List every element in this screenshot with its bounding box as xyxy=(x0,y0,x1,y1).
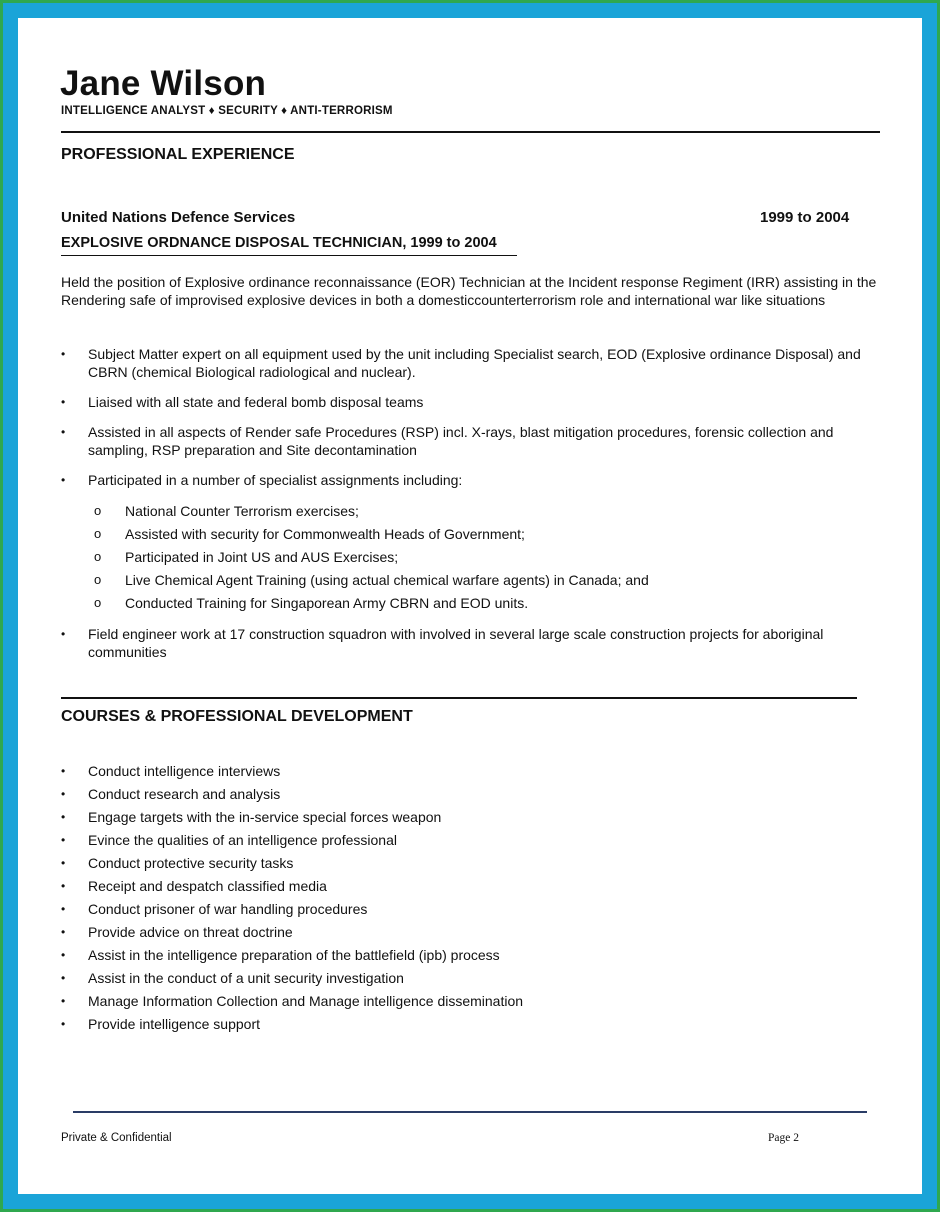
course-item: Conduct intelligence interviews xyxy=(88,763,281,779)
list-item xyxy=(61,785,868,803)
section-divider xyxy=(61,697,857,699)
list-item xyxy=(61,808,868,826)
circle-bullet-icon: o xyxy=(94,572,102,587)
course-item: Assist in the conduct of a unit security investigation xyxy=(88,970,404,986)
list-item xyxy=(61,393,878,411)
list-item-text: Participated in a number of specialist assignments including: xyxy=(88,472,463,488)
sub-list-item-text: Assisted with security for Commonwealth Heads of Government; xyxy=(125,526,525,542)
course-item: Evince the qualities of an intelligence professional xyxy=(88,832,397,848)
footer-divider xyxy=(73,1111,867,1113)
bullet-icon: • xyxy=(61,856,66,870)
list-item xyxy=(61,345,878,381)
course-item: Conduct prisoner of war handling procedures xyxy=(88,901,368,917)
candidate-name: Jane Wilson xyxy=(60,64,267,103)
job-summary: Held the position of Explosive ordinance reconnaissance (EOR) Technician at the Incident response Regiment (IRR) assisting in the Rendering safe of improvised explosive devices in both a domesticcounterterrorism role and international war like situations xyxy=(61,274,877,308)
list-item xyxy=(61,854,868,872)
list-item xyxy=(61,900,868,918)
employment-years: 1999 to 2004 xyxy=(760,209,850,226)
sub-list-item-text: National Counter Terrorism exercises; xyxy=(125,503,359,519)
list-item xyxy=(61,992,868,1010)
list-item xyxy=(61,831,868,849)
assignment-sub-bullets xyxy=(94,502,875,612)
bullet-icon: • xyxy=(61,347,66,361)
job-title: EXPLOSIVE ORDNANCE DISPOSAL TECHNICIAN, 1999 to 2004 xyxy=(61,235,497,251)
circle-bullet-icon: o xyxy=(94,549,102,564)
list-item xyxy=(61,762,868,780)
bullet-icon: • xyxy=(61,833,66,847)
experience-last-bullet xyxy=(61,625,848,661)
sub-list-item-text: Live Chemical Agent Training (using actual chemical warfare agents) in Canada; and xyxy=(125,572,649,588)
course-item: Conduct protective security tasks xyxy=(88,855,294,871)
bullet-icon: • xyxy=(61,879,66,893)
bullet-icon: • xyxy=(61,787,66,801)
experience-section-title: PROFESSIONAL EXPERIENCE xyxy=(61,146,295,163)
course-item: Provide intelligence support xyxy=(88,1016,260,1032)
sub-list-item xyxy=(94,548,875,566)
list-item xyxy=(61,625,848,661)
bullet-icon: • xyxy=(61,395,66,409)
job-title-underline xyxy=(61,255,517,256)
courses-section-title: COURSES & PROFESSIONAL DEVELOPMENT xyxy=(61,708,413,725)
circle-bullet-icon: o xyxy=(94,503,102,518)
list-item-text: Liaised with all state and federal bomb disposal teams xyxy=(88,394,424,410)
course-item: Provide advice on threat doctrine xyxy=(88,924,293,940)
footer-confidential: Private & Confidential xyxy=(61,1132,172,1144)
course-item: Assist in the intelligence preparation of the battlefield (ipb) process xyxy=(88,947,500,963)
candidate-tagline: INTELLIGENCE ANALYST ♦ SECURITY ♦ ANTI-TERRORISM xyxy=(61,105,393,117)
circle-bullet-icon: o xyxy=(94,595,102,610)
header-divider xyxy=(61,131,880,133)
list-item xyxy=(61,877,868,895)
list-item-text: Field engineer work at 17 construction squadron with involved in several large scale construction projects for aboriginal communities xyxy=(88,626,824,660)
bullet-icon: • xyxy=(61,1017,66,1031)
sub-list-item-text: Conducted Training for Singaporean Army CBRN and EOD units. xyxy=(125,595,529,611)
list-item-text: Subject Matter expert on all equipment used by the unit including Specialist search, EOD (Explosive ordinance Disposal) and CBRN (chemical Biological radiological and nuclear). xyxy=(88,346,861,380)
bullet-icon: • xyxy=(61,994,66,1008)
bullet-icon: • xyxy=(61,971,66,985)
experience-bullets xyxy=(61,345,878,489)
bullet-icon: • xyxy=(61,925,66,939)
course-item: Manage Information Collection and Manage intelligence dissemination xyxy=(88,993,524,1009)
employer-name: United Nations Defence Services xyxy=(61,209,296,226)
list-item xyxy=(61,923,868,941)
list-item xyxy=(61,471,878,489)
bullet-icon: • xyxy=(61,425,66,439)
list-item xyxy=(61,969,868,987)
circle-bullet-icon: o xyxy=(94,526,102,541)
list-item xyxy=(61,1015,868,1033)
resume-page xyxy=(18,18,922,1194)
bullet-icon: • xyxy=(61,764,66,778)
footer-page-number: Page 2 xyxy=(768,1132,799,1144)
list-item-text: Assisted in all aspects of Render safe Procedures (RSP) incl. X-rays, blast mitigation procedures, forensic collection and sampling, RSP preparation and Site decontamination xyxy=(88,424,834,458)
bullet-icon: • xyxy=(61,627,66,641)
courses-list xyxy=(61,762,868,1033)
bullet-icon: • xyxy=(61,473,66,487)
bullet-icon: • xyxy=(61,902,66,916)
bullet-icon: • xyxy=(61,810,66,824)
course-item: Receipt and despatch classified media xyxy=(88,878,327,894)
bullet-icon: • xyxy=(61,948,66,962)
sub-list-item xyxy=(94,502,875,520)
sub-list-item xyxy=(94,525,875,543)
list-item xyxy=(61,946,868,964)
sub-list-item xyxy=(94,571,875,589)
course-item: Engage targets with the in-service special forces weapon xyxy=(88,809,442,825)
course-item: Conduct research and analysis xyxy=(88,786,281,802)
sub-list-item xyxy=(94,594,875,612)
sub-list-item-text: Participated in Joint US and AUS Exercises; xyxy=(125,549,399,565)
list-item xyxy=(61,423,878,459)
